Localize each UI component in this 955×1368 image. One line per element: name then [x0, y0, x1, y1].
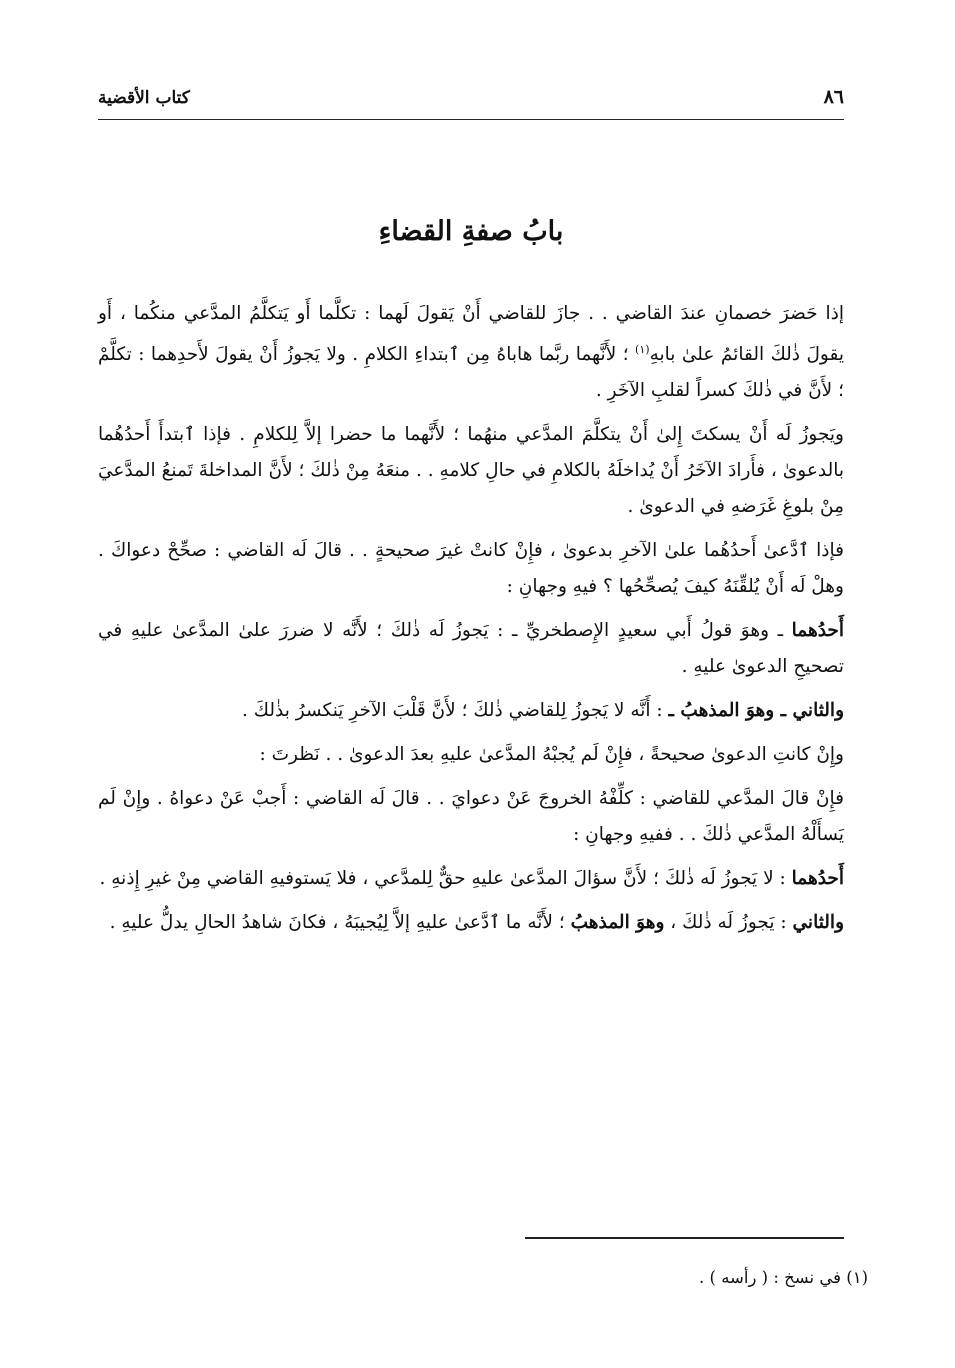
paragraph-text: فإِنْ قالَ المدَّعي للقاضي : كلِّفْهُ الخروجَ عَنْ دعوايَ . . قالَ لَه القاضي : أَجبْ عَنْ دعواهُ . وإِنْ لَم يَسأَلْهُ المدَّعي ذٰلكَ . . ففيهِ وجهانِ :: [98, 788, 844, 846]
paragraph-text: : يَجوزُ لَه ذٰلكَ ،: [664, 912, 793, 934]
paragraph-text: وإِنْ كانتِ الدعوىٰ صحيحةً ، فإِنْ لَم يُجبْهُ المدَّعىٰ عليهِ بعدَ الدعوىٰ . . نَظرتَ :: [259, 744, 844, 766]
paragraph: [98, 613, 844, 685]
paragraph-lead-2: وهوَ المذهبُ: [570, 912, 665, 934]
paragraph: [98, 417, 844, 525]
paragraph: [98, 905, 844, 941]
running-title: كتاب الأقضية: [98, 88, 190, 108]
footnote-divider: [525, 1237, 844, 1239]
paragraph-text-tail: ؛ لأَنَّهما ربَّما هاباهُ مِن ٱبتداءِ الكلامِ . ولا يَجوزُ أَنْ يقولَ لأَحدِهما : تكلَّمْ ؛ لأَنَّ في ذٰلكَ كسراً لقلبِ الآخَرِ .: [98, 344, 844, 402]
footnote-reference: (١): [635, 343, 650, 356]
main-text: [98, 296, 844, 949]
paragraph-text-tail: ؛ لأَنَّه ما ٱدَّعىٰ عليهِ إلاَّ لِيُجيبَهُ ، فكانَ شاهدُ الحالِ يدلُّ عليهِ .: [109, 912, 571, 934]
paragraph-text: فإذا ٱدَّعىٰ أَحدُهُما علىٰ الآخرِ بدعوىٰ ، فإِنْ كانتْ غيرَ صحيحةٍ . . قالَ لَه القاضي : صحِّحْ دعواكَ . وهلْ لَه أَنْ يُلقِّنَهُ كيفَ يُصحِّحُها ؟ فيهِ وجهانِ :: [98, 540, 844, 598]
chapter-title: بابُ صفةِ القضاءِ: [378, 216, 564, 247]
paragraph: [98, 533, 844, 605]
paragraph-text: : لا يَجوزُ لَه ذٰلكَ ؛ لأَنَّ سؤالَ المدَّعىٰ عليهِ حقٌّ لِلمدَّعي ، فلا يَستوفيهِ القاضي مِنْ غيرِ إِذنهِ .: [99, 868, 792, 890]
paragraph-text: ـ وهوَ قولُ أَبي سعيدٍ الإِصطخريِّ ـ : يَجوزُ لَه ذٰلكَ ؛ لأَنَّه لا ضررَ علىٰ المدَّعىٰ عليهِ في تصحيحِ الدعوىٰ عليهِ .: [98, 620, 844, 678]
header-divider: [98, 119, 844, 120]
footnote-marker: (١): [846, 1268, 868, 1287]
page-number: ٨٦: [823, 86, 844, 108]
footnote: [98, 1268, 868, 1287]
paragraph: [98, 737, 844, 773]
paragraph: [98, 296, 844, 409]
paragraph-text: : أَنَّه لا يَجوزُ لِلقاضي ذٰلكَ ؛ لأَنَّ قَلْبَ الآخرِ يَنكسرُ بذٰلكَ .: [242, 700, 669, 722]
paragraph-lead: أَحدُهما: [791, 620, 844, 642]
footnote-text: في نسخ : ( رأسه ) .: [699, 1268, 841, 1287]
paragraph-lead: أَحدُهما: [791, 868, 844, 890]
paragraph: [98, 693, 844, 729]
paragraph-text: إذا حَضرَ خصمانِ عندَ القاضي . . جازَ للقاضي أَنْ يَقولَ لَهما : تكلَّما أَو يَتكلَّمُ المدَّعي منكُما ، أَو يقولَ ذٰلكَ القائمُ علىٰ بابهِ: [98, 303, 844, 366]
paragraph-lead: والثاني ـ وهوَ المذهبُ ـ: [668, 700, 844, 722]
page-header: [98, 84, 844, 118]
paragraph-text: ويَجوزُ لَه أَنْ يسكتَ إِلىٰ أَنْ يتكلَّمَ المدَّعي منهُما ؛ لأَنَّهما ما حضرا إلاَّ لِلكلامِ . فإذا ٱبتدأَ أَحدُهُما بالدعوىٰ ، فأَرادَ الآخَرُ أَنْ يُداخلَهُ بالكلامِ في حالِ كلامهِ . . منعَهُ مِنْ ذٰلكَ ؛ لأَنَّ المداخلةَ تَمنعُ المدَّعيَ مِنْ بلوغِ غَرَضهِ في الدعوىٰ .: [98, 424, 844, 518]
paragraph-lead: والثاني: [792, 912, 844, 934]
paragraph: [98, 861, 844, 897]
paragraph: [98, 781, 844, 853]
